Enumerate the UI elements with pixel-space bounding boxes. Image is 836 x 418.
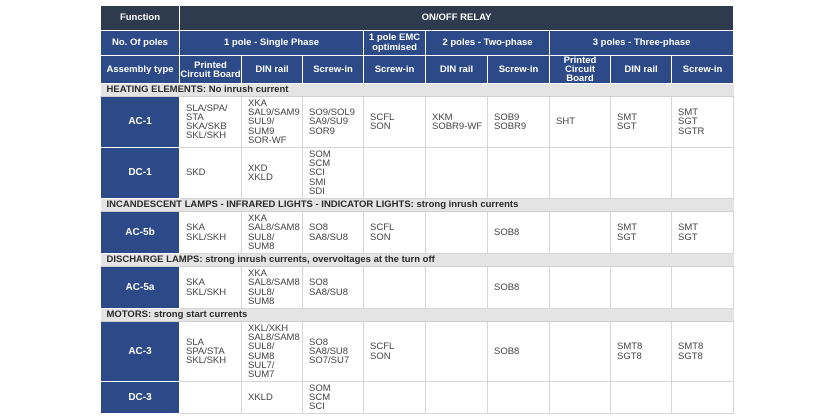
table-cell: SOB8: [488, 267, 550, 309]
table-cell: [426, 148, 488, 199]
assembly-type-cell: Screw-in: [672, 56, 734, 84]
table-cell: SOB8: [488, 212, 550, 254]
table-cell: SO8 SA8/SU8: [303, 212, 364, 254]
table-cell: SKA SKL/SKH: [180, 212, 242, 254]
assembly-type-cell: Screw-in: [488, 56, 550, 84]
table-row: [101, 148, 734, 199]
table-cell: [426, 382, 488, 414]
table-cell: [426, 267, 488, 309]
assembly-type-cell: Screw-in: [303, 56, 364, 84]
table-cell: SCFL SON: [364, 322, 426, 382]
table-cell: SMT SGT: [672, 212, 734, 254]
table-cell: SOM SCM SCI: [303, 382, 364, 414]
table-cell: SKD: [180, 148, 242, 199]
table-cell: SOB9 SOBR9: [488, 97, 550, 148]
table-cell: SOB8: [488, 322, 550, 382]
table-cell: XKM SOBR9-WF: [426, 97, 488, 148]
table-cell: [611, 148, 672, 199]
assembly-type-cell: DIN rail: [611, 56, 672, 84]
table-cell: [550, 322, 611, 382]
application-category: AC-1: [101, 97, 180, 148]
application-category: AC-3: [101, 322, 180, 382]
table-cell: SLA SPA/STA SKL/SKH: [180, 322, 242, 382]
table-cell: SOM SCM SCI SMI SDI: [303, 148, 364, 199]
table-cell: SMT SGT SGTR: [672, 97, 734, 148]
table-cell: [611, 267, 672, 309]
table-row: [101, 212, 734, 254]
pole1-emc-header: 1 pole EMC optimised: [364, 31, 426, 56]
table-cell: SCFL SON: [364, 97, 426, 148]
assembly-type-cell: Printed Circuit Board: [550, 56, 611, 84]
onoff-relay-header: ON/OFF RELAY: [180, 6, 734, 31]
table-cell: [672, 267, 734, 309]
table-row: [101, 382, 734, 414]
table-cell: XKA SAL8/SAM8 SUL8/ SUM8: [242, 267, 303, 309]
no-poles-header: No. Of poles: [101, 31, 180, 56]
table-cell: SMT SGT: [611, 212, 672, 254]
assembly-type-cell: Printed Circuit Board: [180, 56, 242, 84]
table-cell: SKA SKL/SKH: [180, 267, 242, 309]
table-cell: [180, 382, 242, 414]
table-cell: [611, 382, 672, 414]
table-cell: SCFL SON: [364, 212, 426, 254]
table-cell: XKA SAL9/SAM9 SUL9/ SUM9 SOR-WF: [242, 97, 303, 148]
table-cell: [488, 382, 550, 414]
table-cell: [426, 212, 488, 254]
application-category: AC-5a: [101, 267, 180, 309]
pole3-header: 3 poles - Three-phase: [550, 31, 734, 56]
table-cell: SO9/SOL9 SA9/SU9 SOR9: [303, 97, 364, 148]
table-row: [101, 322, 734, 382]
table-cell: [364, 148, 426, 199]
table-cell: [550, 267, 611, 309]
section-title: HEATING ELEMENTS: No inrush current: [101, 84, 734, 97]
table-cell: XKLD: [242, 382, 303, 414]
assembly-type-cell: DIN rail: [426, 56, 488, 84]
table-cell: XKL/XKH SAL8/SAM8 SUL8/ SUM8 SUL7/ SUM7: [242, 322, 303, 382]
table-cell: [426, 322, 488, 382]
table-cell: [550, 212, 611, 254]
table-cell: [364, 382, 426, 414]
table-cell: [488, 148, 550, 199]
table-cell: XKA SAL8/SAM8 SUL8/ SUM8: [242, 212, 303, 254]
relay-selection-table: [100, 5, 734, 414]
table-row: [101, 267, 734, 309]
application-category: DC-3: [101, 382, 180, 414]
assembly-type-header: Assembly type: [101, 56, 180, 84]
table-cell: SO8 SA8/SU8: [303, 267, 364, 309]
table-cell: [364, 267, 426, 309]
table-cell: SO8 SA8/SU8 SO7/SU7: [303, 322, 364, 382]
function-header: Function: [101, 6, 180, 31]
assembly-type-cell: Screw-in: [364, 56, 426, 84]
assembly-type-cell: DIN rail: [242, 56, 303, 84]
application-category: DC-1: [101, 148, 180, 199]
table-cell: [672, 382, 734, 414]
table-cell: [550, 382, 611, 414]
table-cell: SMT SGT: [611, 97, 672, 148]
table-cell: SMT8 SGT8: [611, 322, 672, 382]
table-cell: [672, 148, 734, 199]
application-category: AC-5b: [101, 212, 180, 254]
section-title: INCANDESCENT LAMPS - INFRARED LIGHTS - INDICATOR LIGHTS: strong inrush currents: [101, 199, 734, 212]
table-cell: SMT8 SGT8: [672, 322, 734, 382]
table-row: [101, 97, 734, 148]
table-cell: SLA/SPA/ STA SKA/SKB SKL/SKH: [180, 97, 242, 148]
section-title: MOTORS: strong start currents: [101, 309, 734, 322]
pole2-header: 2 poles - Two-phase: [426, 31, 550, 56]
table-cell: [550, 148, 611, 199]
table-cell: XKD XKLD: [242, 148, 303, 199]
section-title: DISCHARGE LAMPS: strong inrush currents, overvoltages at the turn off: [101, 254, 734, 267]
pole1-header: 1 pole - Single Phase: [180, 31, 364, 56]
table-cell: SHT: [550, 97, 611, 148]
